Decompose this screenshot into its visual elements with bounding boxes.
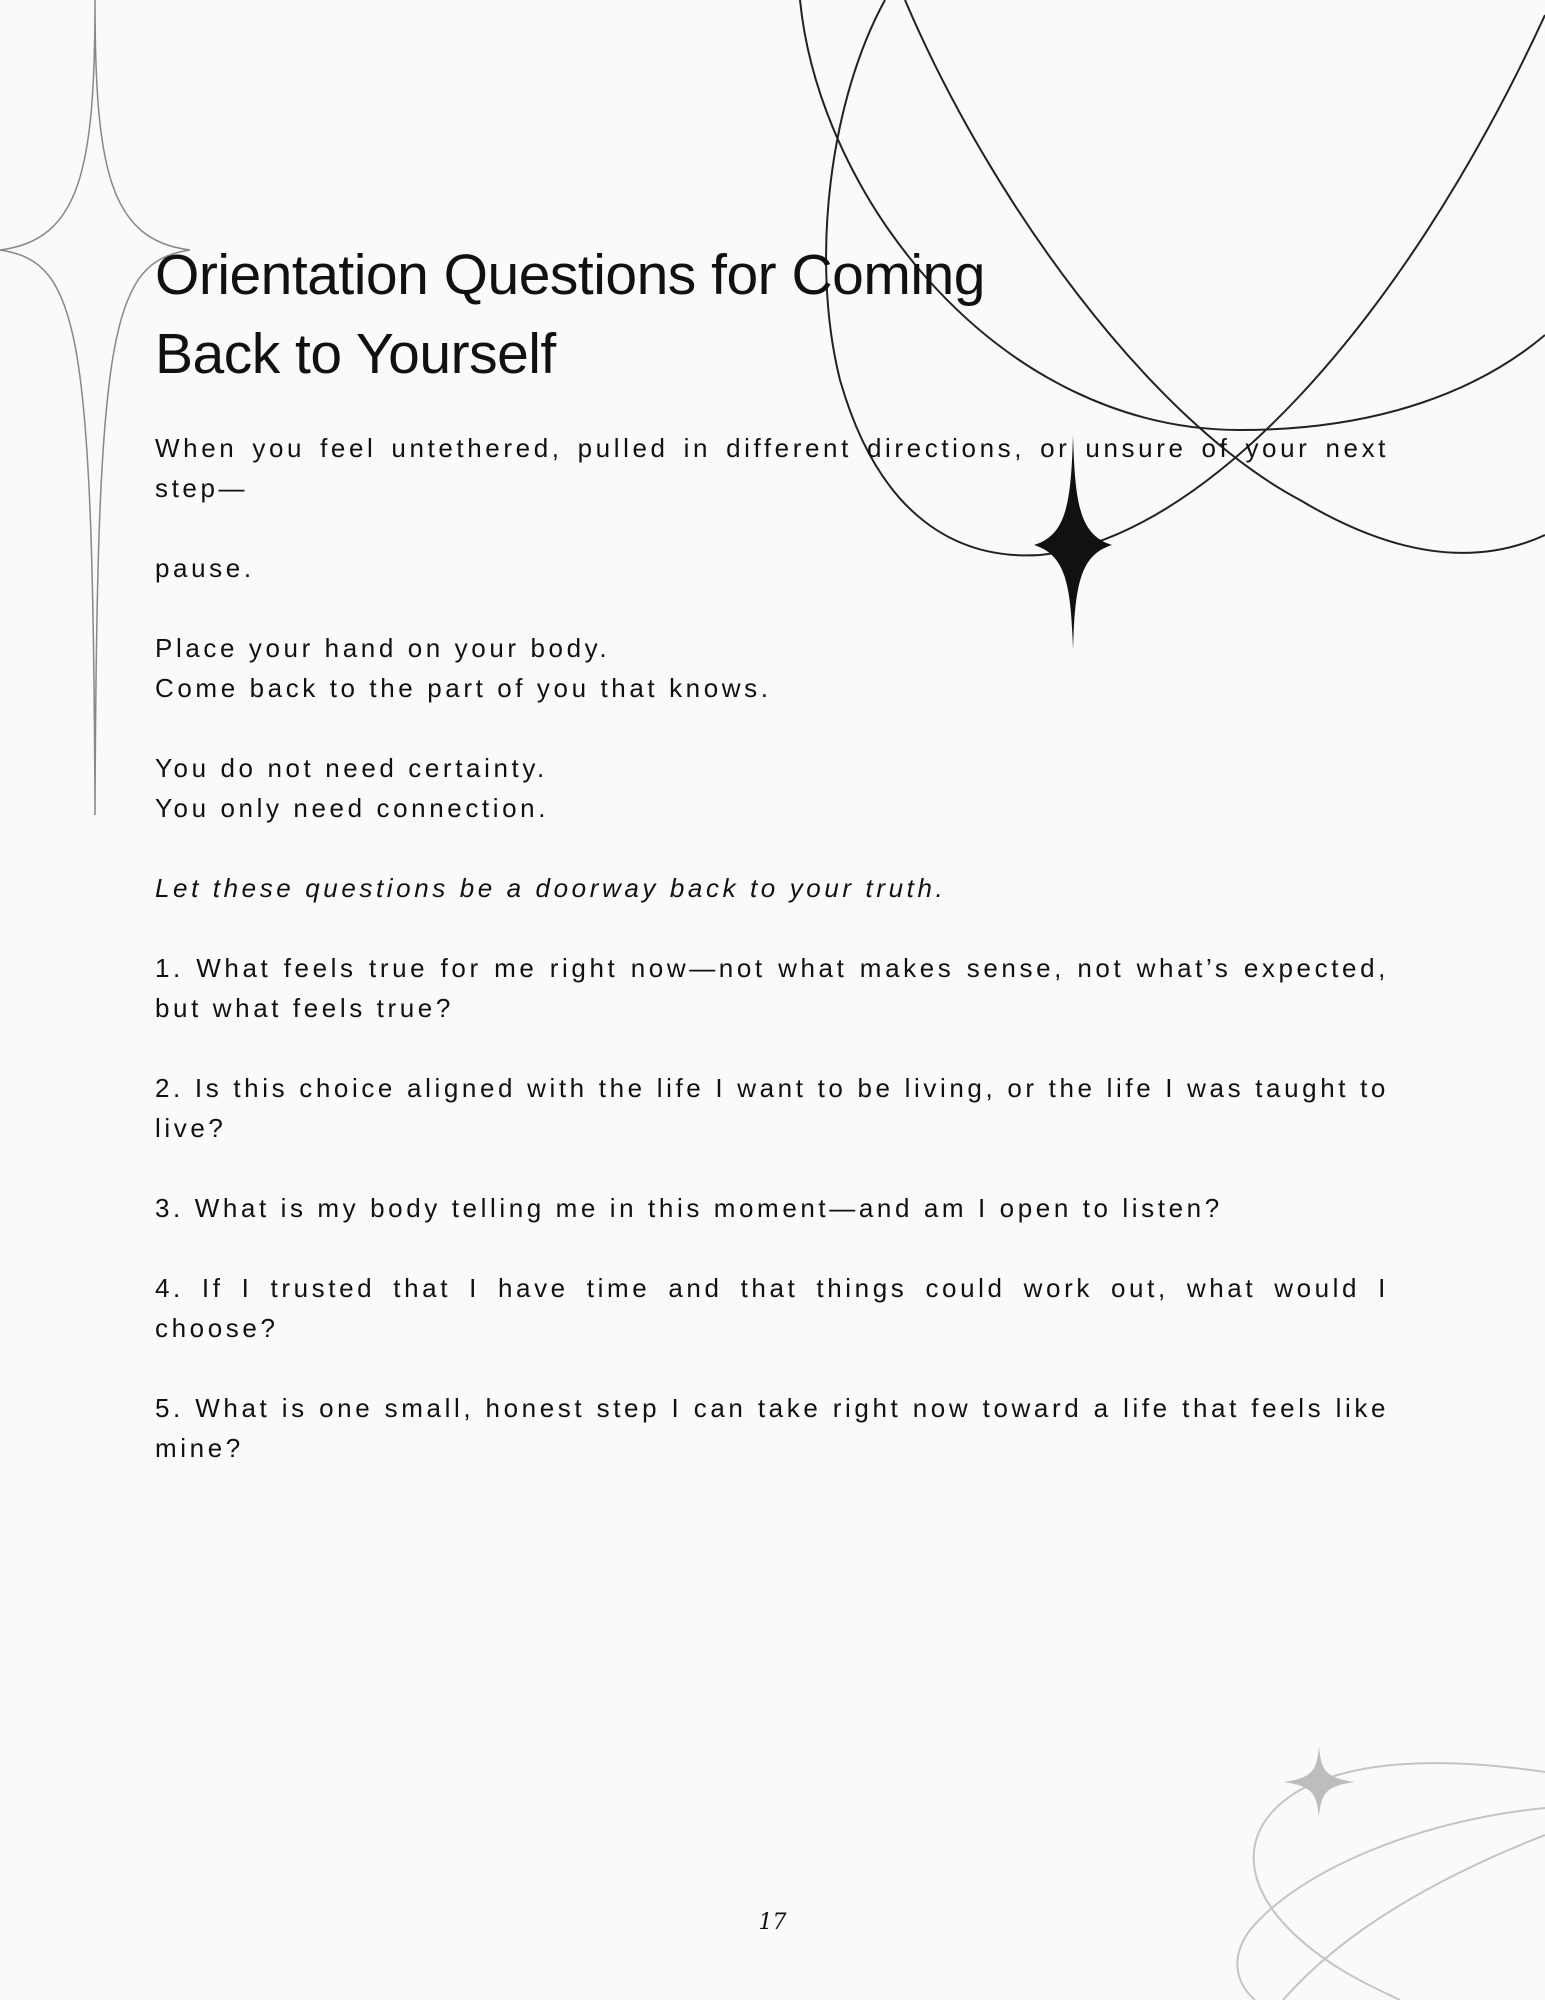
paragraph xyxy=(155,748,1389,828)
sparkle-star-icon xyxy=(1283,1746,1355,1818)
orbit-lines-bottom xyxy=(1237,1763,1545,2000)
title-line: Orientation Questions for Coming xyxy=(155,243,985,307)
page-title xyxy=(155,236,1255,394)
body-text xyxy=(155,428,1389,1508)
page-number: 17 xyxy=(758,1910,787,1935)
question-item: 4. If I trusted that I have time and that things could work out, what would I choose? xyxy=(155,1273,1389,1343)
question-item: 5. What is one small, honest step I can take right now toward a life that feels like mine? xyxy=(155,1393,1389,1463)
intro-paragraph: When you feel untethered, pulled in different directions, or unsure of your next step— xyxy=(155,433,1389,503)
question-item: 1. What feels true for me right now—not what makes sense, not what’s expected, but what feels true? xyxy=(155,953,1389,1023)
line: You only need connection. xyxy=(155,793,550,823)
line: Place your hand on your body. xyxy=(155,633,611,663)
line: Come back to the part of you that knows. xyxy=(155,673,772,703)
lead-in: Let these questions be a doorway back to your truth. xyxy=(155,873,947,903)
question-item: 3. What is my body telling me in this moment—and am I open to listen? xyxy=(155,1193,1223,1223)
pause-paragraph: pause. xyxy=(155,553,255,583)
question-item: 2. Is this choice aligned with the life I want to be living, or the life I was taught to live? xyxy=(155,1073,1389,1143)
line: You do not need certainty. xyxy=(155,753,548,783)
paragraph xyxy=(155,628,1389,708)
title-line: Back to Yourself xyxy=(155,322,556,386)
